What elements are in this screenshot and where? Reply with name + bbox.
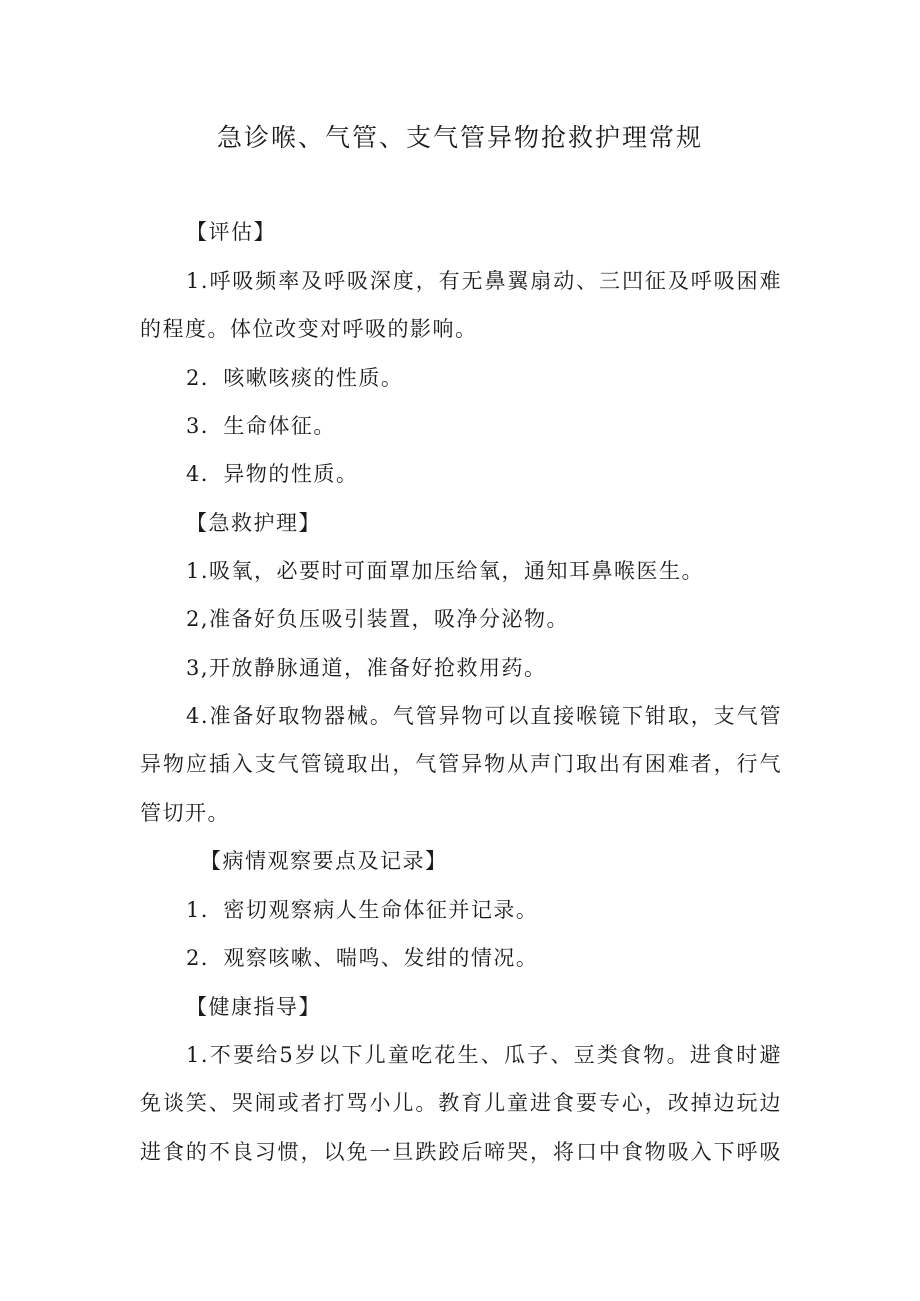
emergency-care-item-3: 3,开放静脉通道，准备好抢救用药。 xyxy=(186,656,547,680)
assessment-item-4: 4．异物的性质。 xyxy=(186,462,359,486)
emergency-care-item-4-line-1: 4.准备好取物器械。气管异物可以直接喉镜下钳取，支气管 xyxy=(186,704,782,728)
health-guidance-item-1-line-1: 1.不要给5岁以下儿童吃花生、瓜子、豆类食物。进食时避 xyxy=(186,1043,782,1067)
emergency-care-item-4-line-2: 异物应插入支气管镜取出，气管异物从声门取出有困难者，行气 xyxy=(140,752,782,776)
document-title: 急诊喉、气管、支气管异物抢救护理常规 xyxy=(216,123,703,152)
emergency-care-item-4-line-3: 管切开。 xyxy=(140,801,230,825)
section-heading-observation: 【病情观察要点及记录】 xyxy=(200,849,448,873)
observation-item-1: 1．密切观察病人生命体征并记录。 xyxy=(186,898,539,922)
assessment-item-2: 2．咳嗽咳痰的性质。 xyxy=(186,366,404,390)
emergency-care-item-1: 1.吸氧，必要时可面罩加压给氧，通知耳鼻喉医生。 xyxy=(186,559,705,583)
assessment-item-1-line-1: 1.呼吸频率及呼吸深度，有无鼻翼扇动、三凹征及呼吸困难 xyxy=(186,269,782,293)
assessment-item-3: 3．生命体征。 xyxy=(186,414,336,438)
health-guidance-item-1-line-2: 免谈笑、哭闹或者打骂小儿。教育儿童进食要专心，改掉边玩边 xyxy=(140,1091,782,1115)
assessment-item-1-line-2: 的程度。体位改变对呼吸的影响。 xyxy=(140,317,478,341)
section-heading-health-guidance: 【健康指导】 xyxy=(186,995,321,1019)
health-guidance-item-1-line-3: 进食的不良习惯，以免一旦跌跤后啼哭，将口中食物吸入下呼吸 xyxy=(140,1140,782,1164)
section-heading-assessment: 【评估】 xyxy=(186,220,276,244)
observation-item-2: 2．观察咳嗽、喘鸣、发绀的情况。 xyxy=(186,946,539,970)
emergency-care-item-2: 2,准备好负压吸引装置，吸净分泌物。 xyxy=(186,607,570,631)
section-heading-emergency-care: 【急救护理】 xyxy=(186,511,321,535)
